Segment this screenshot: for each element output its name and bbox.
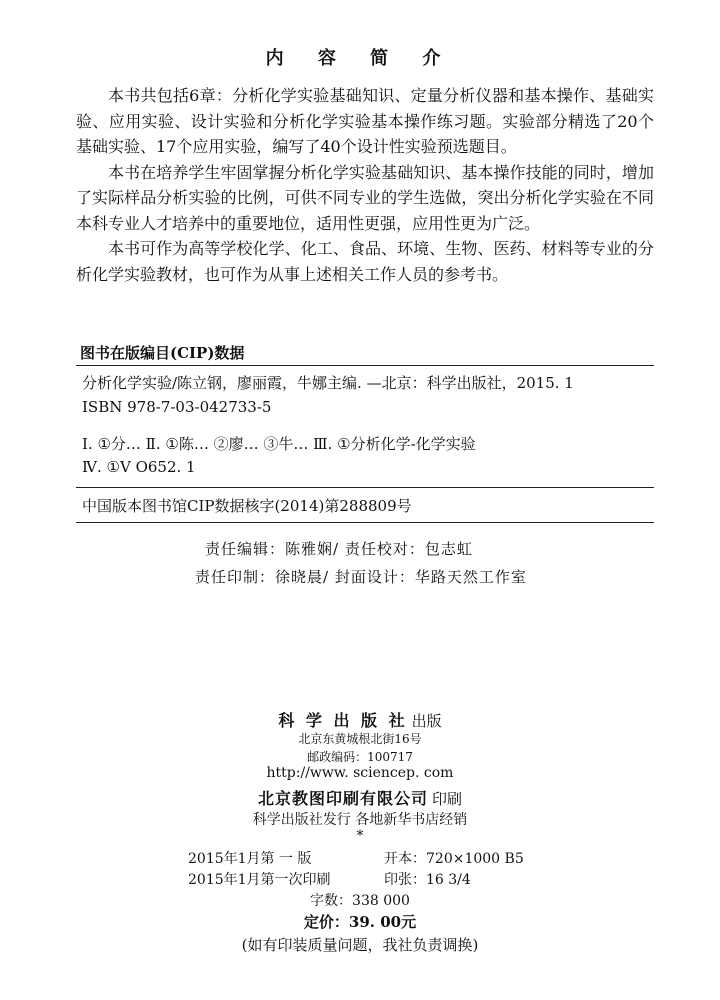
word-count: 字数：338 000: [310, 893, 410, 909]
summary-body: [76, 83, 654, 287]
price: 定价：39. 00元: [303, 913, 417, 931]
printer-line: [0, 786, 720, 809]
publisher-name: 科 学 出 版 社: [278, 711, 408, 730]
cip-bottom-rule: [76, 522, 654, 523]
quality-notice: (如有印装质量问题，我社负责调换): [241, 936, 479, 954]
cip-catalog-line: 分析化学实验/陈立钢，廖丽霞，牛娜主编. —北京：科学出版社，2015. 1: [82, 374, 574, 392]
cip-top-rule: [76, 365, 654, 366]
printer-suffix: 印刷: [432, 790, 463, 808]
cip-isbn: ISBN 978-7-03-042733-5: [82, 398, 272, 416]
cip-middle-rule: [76, 487, 654, 488]
printing-row: [188, 869, 471, 889]
summary-title: 内 容 简 介: [265, 48, 455, 69]
publisher-url: http://www. sciencep. com: [266, 765, 454, 781]
printer-name: 北京教图印刷有限公司: [257, 789, 428, 808]
publisher-suffix: 出版: [411, 712, 442, 730]
edition-row: [188, 848, 524, 868]
publisher-line: [0, 708, 720, 731]
editor-credits: 责任编辑：陈雅娴/ 责任校对：包志虹: [205, 540, 473, 558]
printing-info: 2015年1月第一次印刷: [188, 872, 331, 888]
format-info: 开本：720×1000 B5: [384, 851, 524, 867]
cip-classification-number: Ⅳ. ①Ⅴ O652. 1: [82, 458, 196, 476]
sheets-info: 印张：16 3/4: [384, 872, 471, 888]
cip-classification: Ⅰ. ①分… Ⅱ. ①陈… ②廖… ③牛… Ⅲ. ①分析化学-化学实验: [82, 435, 476, 453]
distribution-info: 科学出版社发行 各地新华书店经销: [252, 812, 468, 828]
edition-info: 2015年1月第 一 版: [188, 851, 312, 867]
publisher-postcode: 邮政编码：100717: [307, 750, 413, 764]
summary-paragraph: 本书可作为高等学校化学、化工、食品、环境、生物、医药、材料等专业的分析化学实验教材，也可作为从事上述相关工作人员的参考书。: [76, 239, 654, 284]
summary-paragraph: 本书在培养学生牢固掌握分析化学实验基础知识、基本操作技能的同时，增加了实际样品分析实验的比例，可供不同专业的学生选做，突出分析化学实验在不同本科专业人才培养中的重要地位，适用性更强，应用性更为广泛。: [76, 162, 654, 233]
cip-record-number: 中国版本图书馆CIP数据核字(2014)第288809号: [82, 497, 412, 515]
production-credits: 责任印制：徐晓晨/ 封面设计：华路天然工作室: [195, 568, 527, 586]
publisher-address: 北京东黄城根北街16号: [298, 732, 422, 746]
separator-star: *: [356, 828, 364, 844]
cip-heading: 图书在版编目(CIP)数据: [80, 344, 245, 362]
summary-paragraph: 本书共包括6章：分析化学实验基础知识、定量分析仪器和基本操作、基础实验、应用实验、设计实验和分析化学实验基本操作练习题。实验部分精选了20个基础实验、17个应用实验，编写了40个设计性实验预选题目。: [76, 86, 654, 156]
